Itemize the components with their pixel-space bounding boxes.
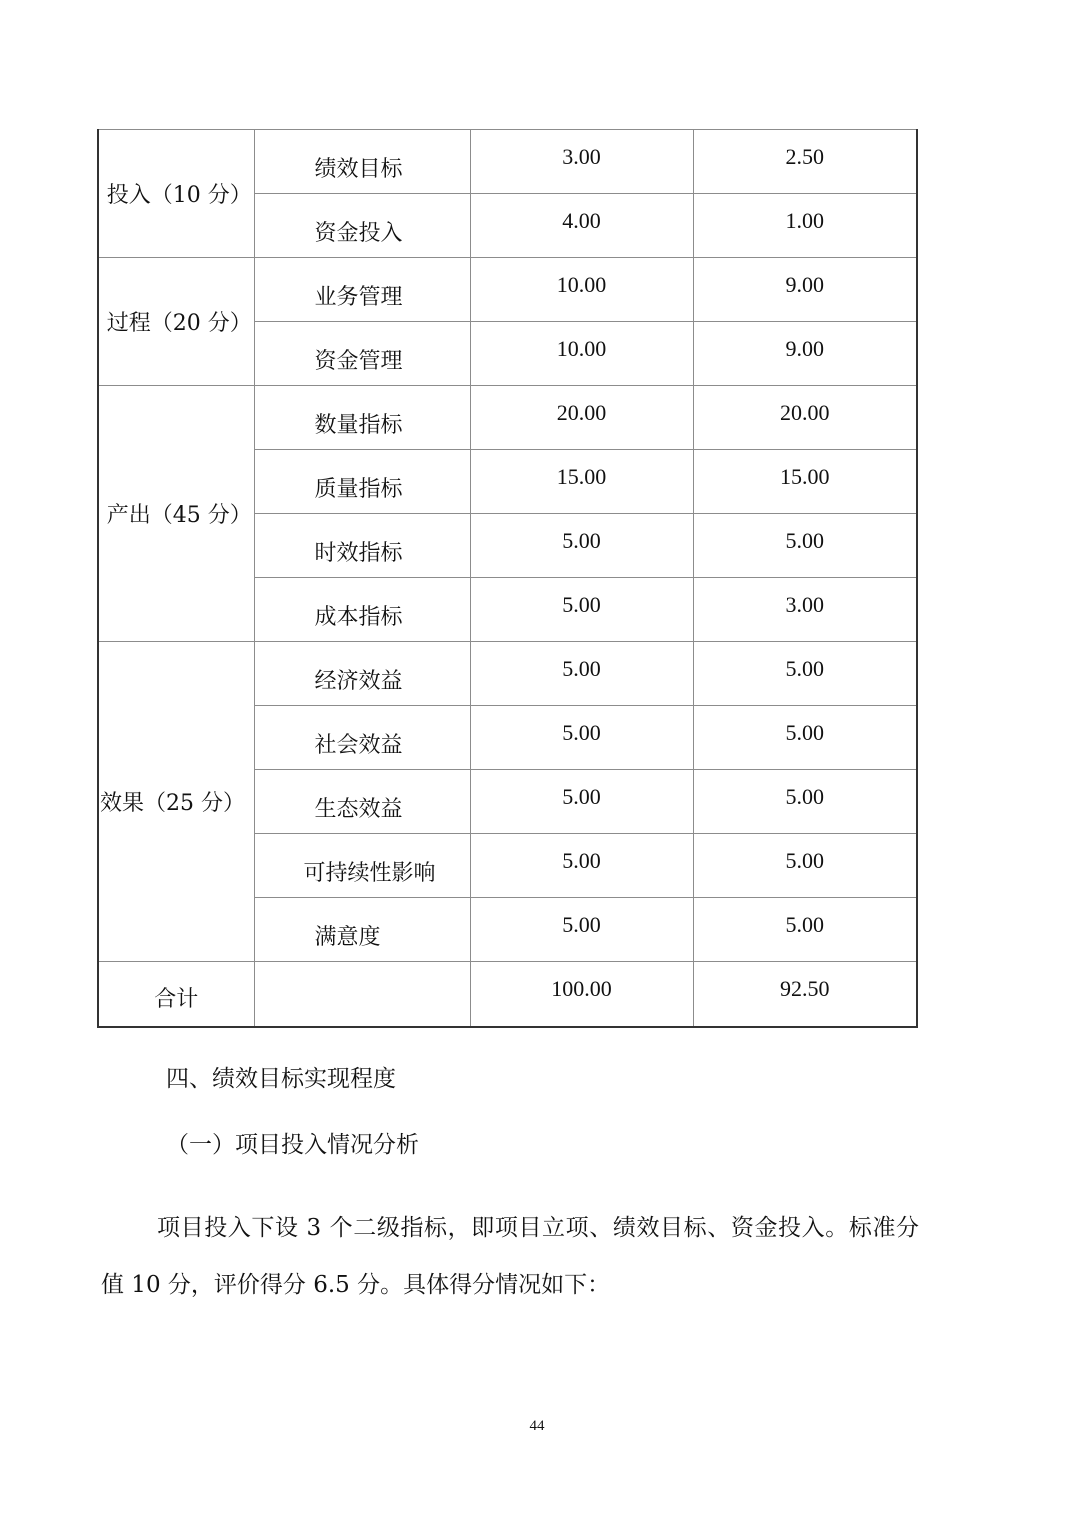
category-cell: [98, 130, 254, 258]
indicator-label: 社会效益: [314, 733, 403, 758]
score-cell: [693, 898, 917, 962]
category-label: 效果（25 分）: [100, 791, 245, 816]
score-value: 3.00: [785, 592, 824, 617]
standard-cell: [470, 322, 693, 386]
standard-cell: [470, 578, 693, 642]
standard-cell: [470, 450, 693, 514]
category-cell: [98, 386, 254, 642]
standard-value: 3.00: [562, 144, 601, 169]
table-row: [98, 386, 917, 450]
indicator-label: 时效指标: [314, 541, 403, 566]
indicator-cell: [254, 514, 470, 578]
section-heading: 四、绩效目标实现程度: [166, 1066, 396, 1092]
indicator-cell: [254, 194, 470, 258]
score-cell: [693, 578, 917, 642]
standard-value: 5.00: [562, 912, 601, 937]
score-cell: [693, 834, 917, 898]
standard-cell: [470, 834, 693, 898]
score-table-body: [98, 130, 917, 1028]
standard-cell: [470, 514, 693, 578]
standard-value: 5.00: [562, 848, 601, 873]
table-row: [98, 258, 917, 322]
standard-value: 5.00: [562, 592, 601, 617]
total-score-value: 92.50: [780, 976, 830, 1001]
category-label: 产出（45 分）: [106, 503, 252, 528]
indicator-cell: [254, 322, 470, 386]
category-cell: [98, 642, 254, 962]
indicator-label: 生态效益: [314, 797, 403, 822]
score-cell: [693, 130, 917, 194]
score-cell: [693, 450, 917, 514]
standard-cell: [470, 258, 693, 322]
total-empty-cell: [254, 962, 470, 1028]
indicator-label: 资金投入: [314, 221, 403, 246]
indicator-label: 绩效目标: [314, 157, 403, 182]
standard-cell: [470, 130, 693, 194]
score-value: 5.00: [785, 528, 824, 553]
indicator-cell: [254, 386, 470, 450]
standard-value: 5.00: [562, 720, 601, 745]
score-value: 9.00: [785, 336, 824, 361]
standard-cell: [470, 194, 693, 258]
standard-cell: [470, 706, 693, 770]
standard-value: 15.00: [556, 464, 607, 489]
indicator-cell: [254, 578, 470, 642]
indicator-label: 可持续性影响: [303, 861, 436, 886]
score-value: 5.00: [785, 656, 824, 681]
standard-value: 20.00: [556, 400, 607, 425]
standard-value: 4.00: [562, 208, 601, 233]
table-row: [98, 642, 917, 706]
standard-cell: [470, 898, 693, 962]
score-value: 5.00: [785, 848, 824, 873]
score-cell: [693, 322, 917, 386]
indicator-label: 资金管理: [314, 349, 403, 374]
standard-value: 10.00: [556, 272, 607, 297]
standard-cell: [470, 386, 693, 450]
score-cell: [693, 706, 917, 770]
total-score-cell: [693, 962, 917, 1028]
indicator-cell: [254, 706, 470, 770]
indicator-cell: [254, 834, 470, 898]
indicator-label: 质量指标: [314, 477, 403, 502]
indicator-label: 成本指标: [314, 605, 403, 630]
page-number: 44: [529, 1418, 545, 1434]
score-value: 9.00: [785, 272, 824, 297]
score-value: 20.00: [780, 400, 830, 425]
indicator-cell: [254, 258, 470, 322]
standard-value: 10.00: [556, 336, 607, 361]
indicator-label: 业务管理: [314, 285, 403, 310]
score-value: 5.00: [785, 912, 824, 937]
indicator-cell: [254, 450, 470, 514]
score-cell: [693, 770, 917, 834]
standard-cell: [470, 770, 693, 834]
total-standard-value: 100.00: [551, 976, 612, 1001]
body-paragraph-line-2: 值 10 分，评价得分 6.5 分。具体得分情况如下：: [101, 1272, 611, 1298]
standard-value: 5.00: [562, 784, 601, 809]
category-cell: [98, 258, 254, 386]
score-value: 5.00: [785, 720, 824, 745]
category-label: 过程（20 分）: [106, 311, 252, 336]
subsection-heading: （一）项目投入情况分析: [166, 1132, 419, 1158]
indicator-cell: [254, 642, 470, 706]
table-row: [98, 130, 917, 194]
indicator-cell: [254, 770, 470, 834]
standard-value: 5.00: [562, 656, 601, 681]
indicator-cell: [254, 130, 470, 194]
score-value: 5.00: [785, 784, 824, 809]
score-cell: [693, 386, 917, 450]
score-table: [97, 129, 918, 1028]
category-label: 投入（10 分）: [106, 183, 252, 208]
indicator-label: 数量指标: [314, 413, 403, 438]
total-row: [98, 962, 917, 1028]
indicator-cell: [254, 898, 470, 962]
standard-value: 5.00: [562, 528, 601, 553]
score-cell: [693, 514, 917, 578]
indicator-label: 满意度: [314, 925, 381, 950]
total-standard-cell: [470, 962, 693, 1028]
body-paragraph-line-1: 项目投入下设 3 个二级指标，即项目立项、绩效目标、资金投入。标准分: [157, 1215, 920, 1241]
score-value: 15.00: [780, 464, 830, 489]
standard-cell: [470, 642, 693, 706]
indicator-label: 经济效益: [314, 669, 403, 694]
score-value: 2.50: [785, 144, 824, 169]
total-label: 合计: [154, 986, 199, 1012]
score-value: 1.00: [785, 208, 824, 233]
score-cell: [693, 642, 917, 706]
score-cell: [693, 258, 917, 322]
total-label-cell: [98, 962, 254, 1028]
score-cell: [693, 194, 917, 258]
